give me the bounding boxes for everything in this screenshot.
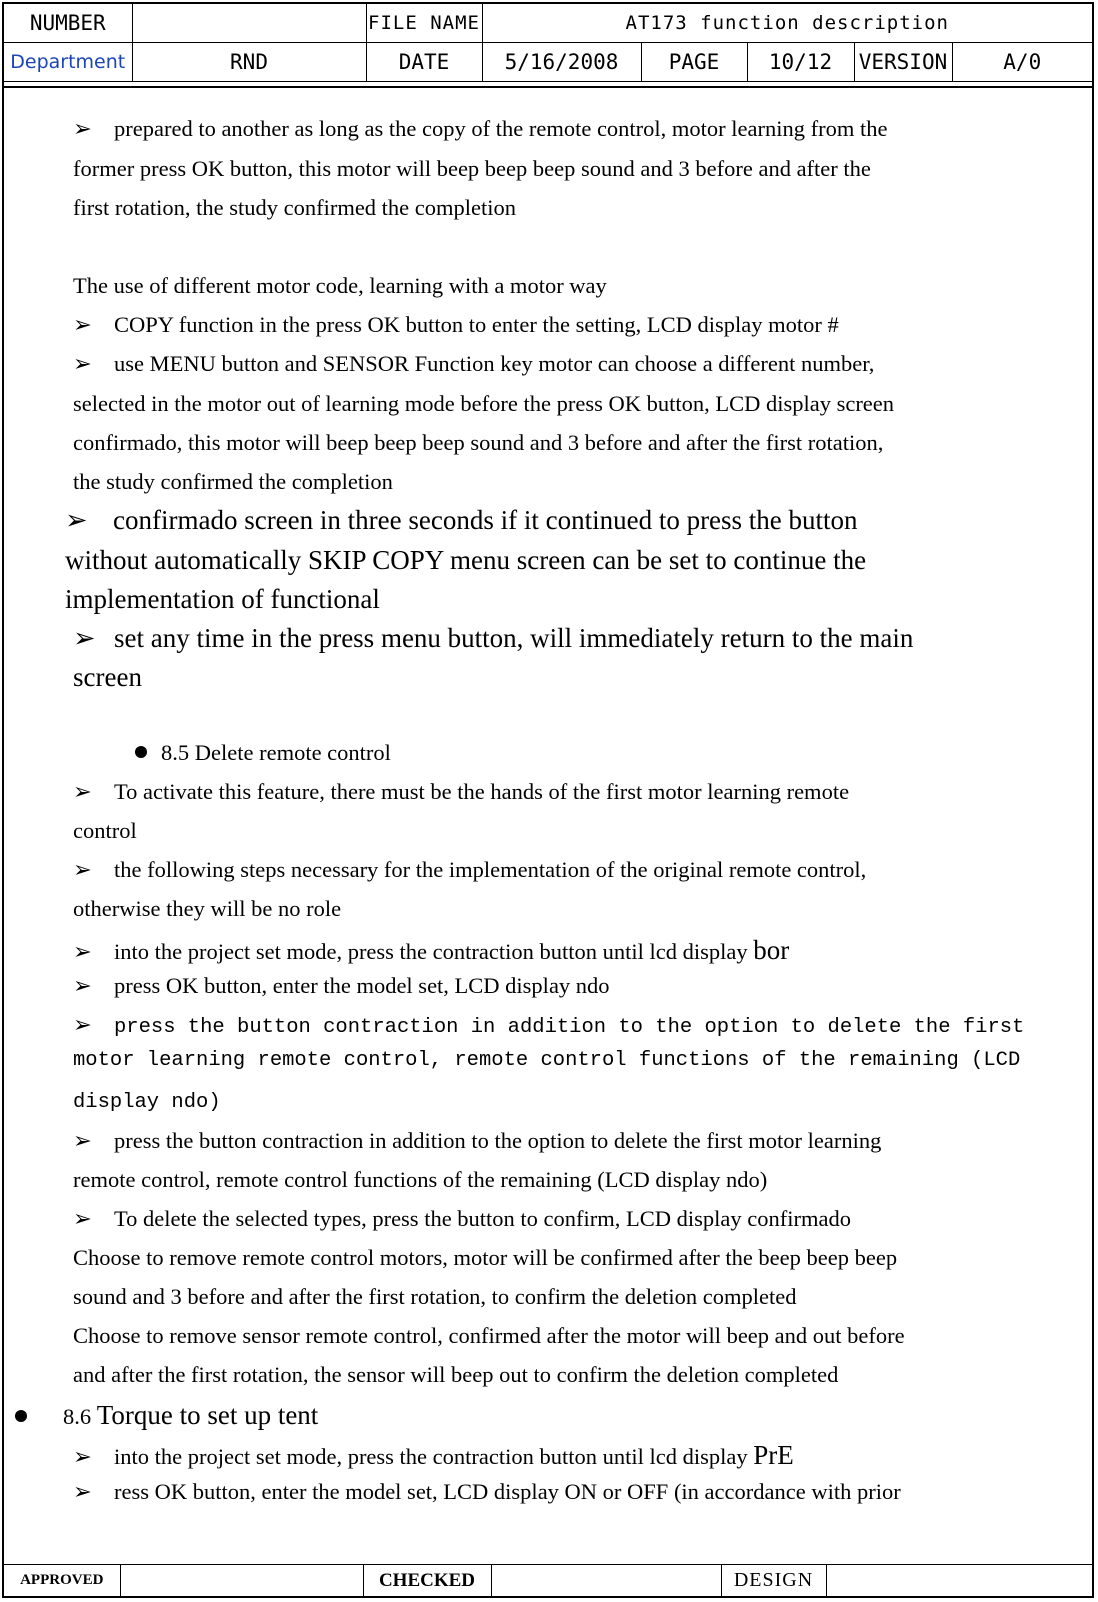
section-heading-8-6: 8.6 Torque to set up tent bbox=[15, 1402, 318, 1429]
text-line: ➢ into the project set mode, press the contraction button until lcd display bor bbox=[73, 935, 790, 965]
arrow-bullet-icon: ➢ bbox=[73, 312, 92, 337]
text-line: ➢ To delete the selected types, press the button to confirm, LCD display confirmado bbox=[73, 1206, 851, 1231]
text-line: Choose to remove sensor remote control, confirmed after the motor will beep and out before bbox=[73, 1323, 905, 1348]
lcd-code: bor bbox=[753, 935, 790, 965]
header-divider bbox=[4, 86, 1092, 88]
text-line: ➢ the following steps necessary for the implementation of the original remote control, bbox=[73, 857, 867, 882]
document-footer bbox=[4, 1564, 1092, 1596]
text-line: first rotation, the study confirmed the completion bbox=[73, 195, 517, 220]
version-value: A/0 bbox=[952, 43, 1092, 82]
arrow-bullet-icon: ➢ bbox=[73, 939, 92, 964]
arrow-bullet-icon: ➢ bbox=[73, 1444, 92, 1469]
arrow-bullet-icon: ➢ bbox=[73, 1206, 92, 1231]
arrow-bullet-icon: ➢ bbox=[73, 779, 92, 804]
text-line: sound and 3 before and after the first rotation, to confirm the deletion completed bbox=[73, 1284, 797, 1309]
text-line: ➢ press the button contraction in addition to the option to delete the first bbox=[73, 1012, 1025, 1039]
text-line: former press OK button, this motor will beep beep beep sound and 3 before and after the bbox=[73, 156, 871, 181]
arrow-bullet-icon: ➢ bbox=[73, 1479, 92, 1504]
checked-label: CHECKED bbox=[363, 1565, 491, 1597]
text-line: ➢ ress OK button, enter the model set, LCD display ON or OFF (in accordance with prior bbox=[73, 1479, 901, 1504]
page-label: PAGE bbox=[641, 43, 747, 82]
text-line: confirmado, this motor will beep beep beep sound and 3 before and after the first rotation, bbox=[73, 430, 884, 455]
text-line: ➢ press the button contraction in addition to the option to delete the first motor learning bbox=[73, 1128, 882, 1153]
text-line: ➢ press OK button, enter the model set, LCD display ndo bbox=[73, 973, 610, 998]
lcd-code: PrE bbox=[753, 1440, 794, 1470]
checked-value bbox=[491, 1565, 721, 1597]
file-name-label: FILE NAME bbox=[366, 4, 482, 43]
arrow-bullet-icon: ➢ bbox=[73, 857, 92, 882]
text-line: Choose to remove remote control motors, motor will be confirmed after the beep beep beep bbox=[73, 1245, 898, 1270]
text-line: remote control, remote control functions of the remaining (LCD display ndo) bbox=[73, 1167, 768, 1192]
section-heading-8-5: 8.5 Delete remote control bbox=[135, 742, 391, 765]
text-line: ➢ into the project set mode, press the contraction button until lcd display PrE bbox=[73, 1440, 794, 1470]
text-line: ➢ confirmado screen in three seconds if it continued to press the button bbox=[65, 505, 858, 535]
arrow-bullet-icon: ➢ bbox=[73, 1012, 92, 1037]
version-label: VERSION bbox=[854, 43, 952, 82]
arrow-bullet-icon: ➢ bbox=[73, 623, 96, 653]
arrow-bullet-icon: ➢ bbox=[73, 973, 92, 998]
arrow-bullet-icon: ➢ bbox=[65, 505, 88, 535]
text-line: motor learning remote control, remote control functions of the remaining (LCD bbox=[73, 1049, 1021, 1072]
page-value: 10/12 bbox=[747, 43, 854, 82]
text-line: selected in the motor out of learning mode before the press OK button, LCD display screen bbox=[73, 391, 895, 416]
text-line: ➢ set any time in the press menu button, will immediately return to the main bbox=[73, 623, 914, 653]
text-line: without automatically SKIP COPY menu screen can be set to continue the bbox=[65, 545, 867, 575]
design-label: DESIGN bbox=[721, 1565, 826, 1597]
department-value: RND bbox=[132, 43, 366, 82]
number-label: NUMBER bbox=[4, 4, 132, 43]
text-line: ➢ To activate this feature, there must be the hands of the first motor learning remote bbox=[73, 779, 850, 804]
text-line: otherwise they will be no role bbox=[73, 896, 342, 921]
arrow-bullet-icon: ➢ bbox=[73, 1128, 92, 1153]
text-line: The use of different motor code, learning with a motor way bbox=[73, 273, 607, 298]
document-page bbox=[2, 2, 1094, 1598]
text-line: ➢ prepared to another as long as the copy of the remote control, motor learning from the bbox=[73, 116, 888, 141]
text-line: control bbox=[73, 818, 137, 843]
bullet-dot-icon bbox=[135, 746, 147, 758]
number-value bbox=[132, 4, 366, 43]
approved-label: APPROVED bbox=[4, 1565, 120, 1597]
text-line: display ndo) bbox=[73, 1091, 221, 1114]
date-label: DATE bbox=[366, 43, 482, 82]
document-header bbox=[4, 4, 1092, 82]
text-line: the study confirmed the completion bbox=[73, 469, 393, 494]
department-label: Department bbox=[4, 43, 132, 82]
arrow-bullet-icon: ➢ bbox=[73, 351, 92, 376]
text-line: ➢ COPY function in the press OK button to enter the setting, LCD display motor # bbox=[73, 312, 839, 337]
design-value bbox=[826, 1565, 1092, 1597]
text-line: implementation of functional bbox=[65, 584, 380, 614]
text-line: and after the first rotation, the sensor will beep out to confirm the deletion completed bbox=[73, 1362, 839, 1387]
arrow-bullet-icon: ➢ bbox=[73, 116, 92, 141]
bullet-dot-icon bbox=[15, 1410, 27, 1422]
text-line: ➢ use MENU button and SENSOR Function key motor can choose a different number, bbox=[73, 351, 875, 376]
date-value: 5/16/2008 bbox=[482, 43, 641, 82]
text-line: screen bbox=[73, 662, 142, 692]
file-name-value: AT173 function description bbox=[482, 4, 1092, 43]
approved-value bbox=[120, 1565, 363, 1597]
